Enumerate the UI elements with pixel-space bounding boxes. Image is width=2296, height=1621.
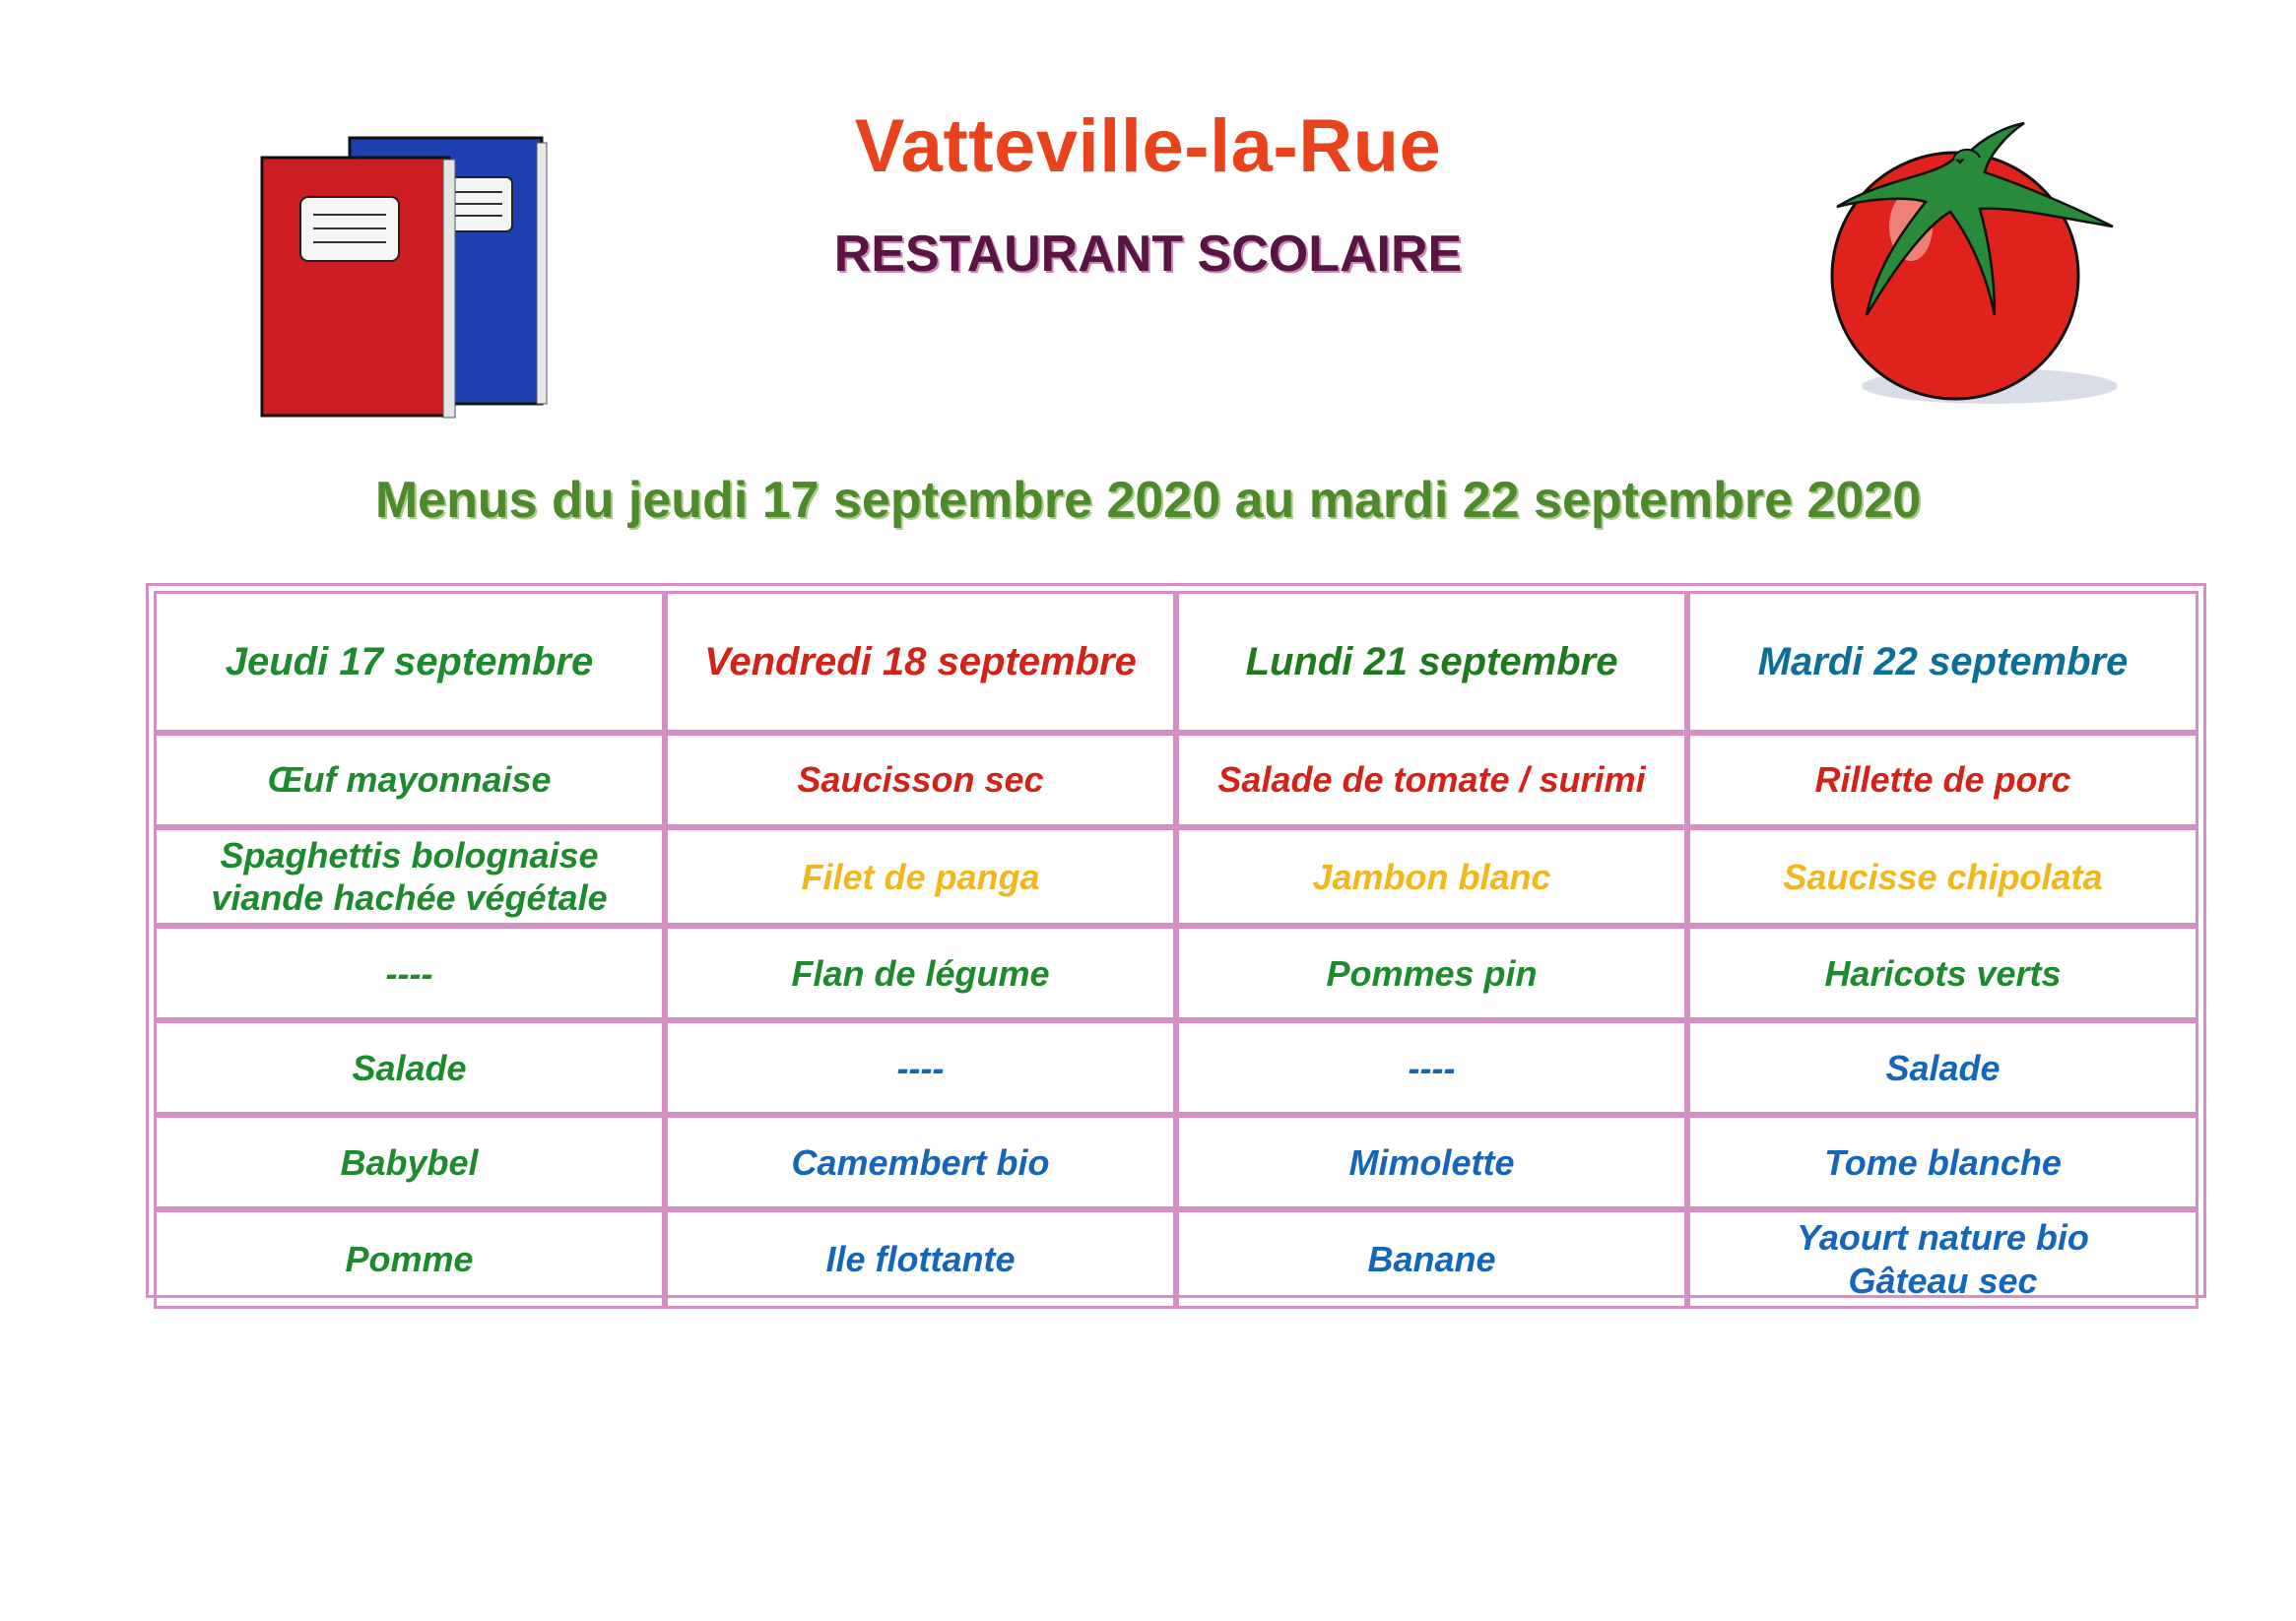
menu-cell: Mimolette [1176,1115,1687,1209]
menu-cell: ---- [154,926,665,1020]
menu-row-side [154,926,2198,1020]
page-title: Vatteville-la-Rue [854,104,1442,188]
menu-cell: Flan de légume [665,926,1176,1020]
menu-cell: Pommes pin [1176,926,1687,1020]
menu-cell: Saucisse chipolata [1687,827,2198,926]
menu-cell [154,827,665,926]
menu-cell: Salade [1687,1020,2198,1115]
day-header: Mardi 22 septembre [1687,591,2198,733]
menu-row-main [154,827,2198,926]
menu-cell-line: Yaourt nature bio [1797,1217,2089,1259]
menu-cell-line: Gâteau sec [1848,1260,2038,1301]
menu-table [154,591,2198,1309]
menu-cell: Rillette de porc [1687,733,2198,827]
menu-cell: Salade [154,1020,665,1115]
day-header: Jeudi 17 septembre [154,591,665,733]
menu-header-row [154,591,2198,733]
menu-cell: Babybel [154,1115,665,1209]
day-header: Lundi 21 septembre [1176,591,1687,733]
menu-cell-line: viande hachée végétale [211,877,608,919]
menu-cell: Pomme [154,1209,665,1308]
menu-cell: Camembert bio [665,1115,1176,1209]
menu-cell: Jambon blanc [1176,827,1687,926]
menu-cell: Saucisson sec [665,733,1176,827]
menu-cell: ---- [1176,1020,1687,1115]
menu-cell [1687,1209,2198,1308]
menu-cell: Œuf mayonnaise [154,733,665,827]
menu-cell: ---- [665,1020,1176,1115]
menu-period: Menus du jeudi 17 septembre 2020 au mardi 22 septembre 2020 [374,472,1922,529]
menu-cell: Banane [1176,1209,1687,1308]
menu-cell: Salade de tomate / surimi [1176,733,1687,827]
menu-row-starter [154,733,2198,827]
menu-cell: Ile flottante [665,1209,1176,1308]
menu-cell-line: Spaghettis bolognaise [220,835,599,875]
menu-cell: Haricots verts [1687,926,2198,1020]
menu-cell: Filet de panga [665,827,1176,926]
menu-table-frame [146,583,2206,1301]
menu-cell: Tome blanche [1687,1115,2198,1209]
day-header: Vendredi 18 septembre [665,591,1176,733]
menu-row-cheese [154,1115,2198,1209]
menu-row-salad [154,1020,2198,1115]
page-subtitle: RESTAURANT SCOLAIRE [833,226,1463,283]
menu-row-dessert [154,1209,2198,1308]
